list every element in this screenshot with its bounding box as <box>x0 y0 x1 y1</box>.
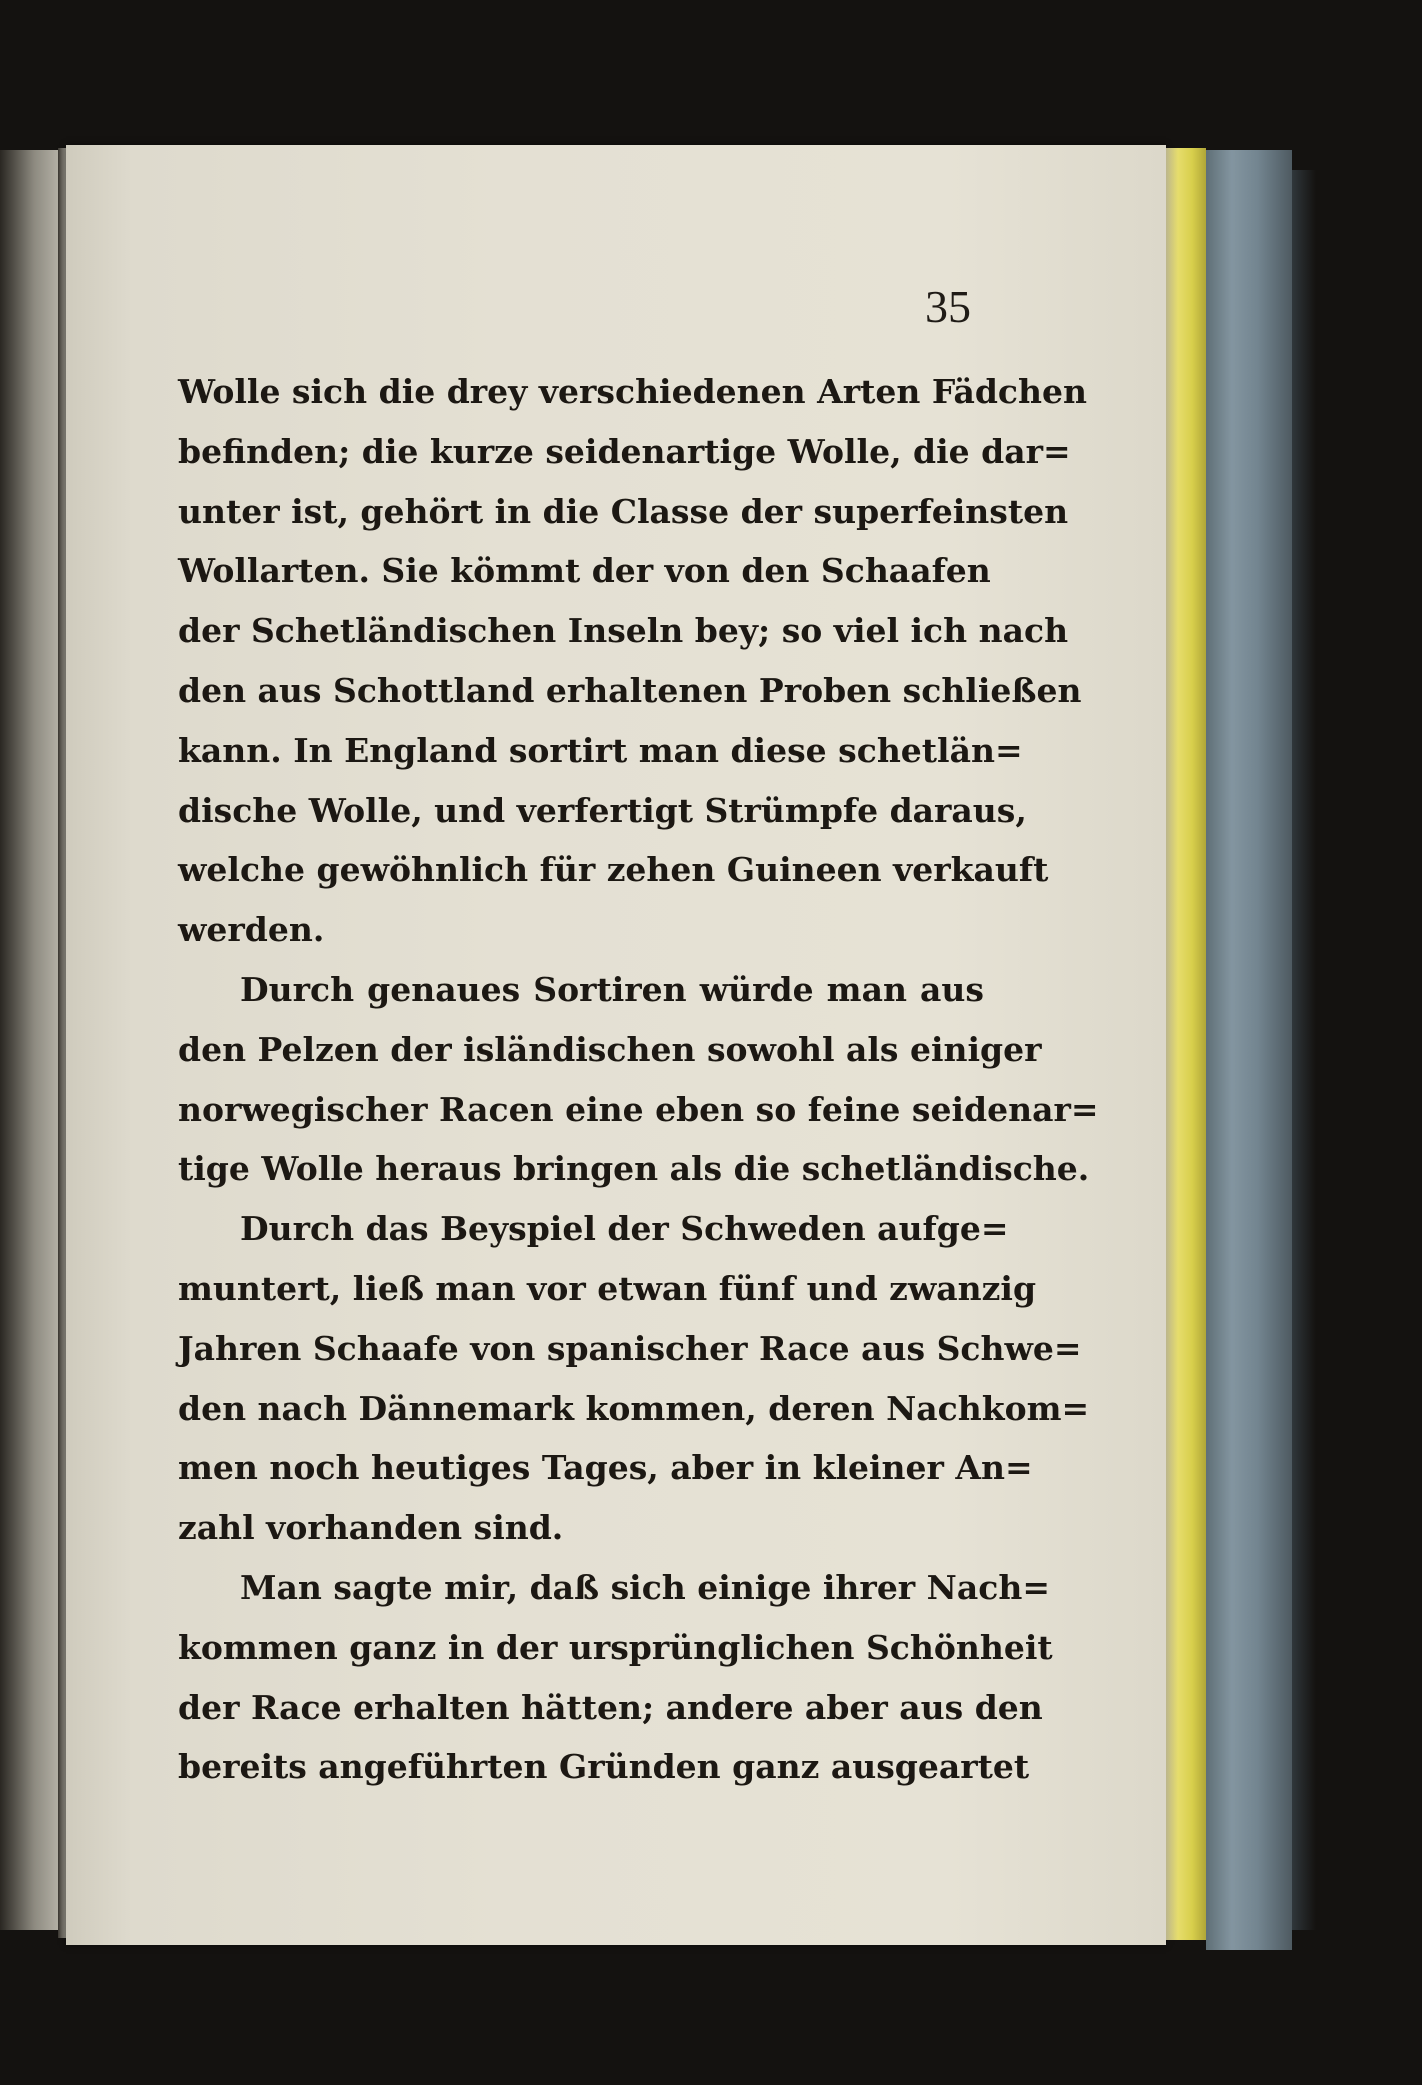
text-line: unter ist, gehört in die Classe der superfeinsten <box>178 491 1069 531</box>
text-line: zahl vorhanden sind. <box>178 1508 564 1548</box>
text-line: men noch heutiges Tages, aber in kleiner An= <box>178 1448 1033 1488</box>
cover-edge <box>1292 170 1316 1930</box>
text-line: den Pelzen der isländischen sowohl als einiger <box>178 1029 1042 1069</box>
text-line: Durch genaues Sortiren würde man aus <box>240 969 984 1009</box>
text-line: Wolle sich die drey verschiedenen Arten Fädchen <box>178 372 1087 411</box>
text-line: norwegischer Racen eine eben so feine seidenar= <box>178 1089 1099 1129</box>
text-line: Man sagte mir, daß sich einige ihrer Nach= <box>240 1567 1050 1607</box>
text-line: welche gewöhnlich für zehen Guineen verkauft <box>178 850 1049 890</box>
text-line: kann. In England sortirt man diese schetlän= <box>178 730 1023 770</box>
text-line: den aus Schottland erhaltenen Proben schließen <box>178 670 1082 710</box>
text-line: tige Wolle heraus bringen als die schetländische. <box>178 1149 1090 1189</box>
page-edges-gilt <box>1166 148 1206 1940</box>
text-line: der Schetländischen Inseln bey; so viel ich nach <box>178 611 1069 651</box>
text-line: Wollarten. Sie kömmt der von den Schaafen <box>178 551 991 591</box>
book-cover <box>1206 150 1292 1950</box>
previous-page-edge <box>0 150 62 1930</box>
text-line: muntert, ließ man vor etwan fünf und zwanzig <box>178 1268 1037 1308</box>
text-line: der Race erhalten hätten; andere aber aus den <box>178 1687 1043 1727</box>
text-line: Jahren Schaafe von spanischer Race aus Schwe= <box>178 1328 1082 1368</box>
text-line: den nach Dännemark kommen, deren Nachkom= <box>178 1388 1090 1428</box>
text-line: dische Wolle, und verfertigt Strümpfe daraus, <box>178 790 1027 830</box>
page-text <box>178 362 1099 1797</box>
page-number: 35 <box>925 281 971 332</box>
text-line: kommen ganz in der ursprünglichen Schönheit <box>178 1627 1053 1667</box>
text-line: werden. <box>178 910 325 950</box>
text-line: befinden; die kurze seidenartige Wolle, die dar= <box>178 431 1071 471</box>
text-line: Durch das Beyspiel der Schweden aufge= <box>240 1209 1009 1249</box>
text-line: bereits angeführten Gründen ganz ausgeartet <box>178 1747 1030 1787</box>
